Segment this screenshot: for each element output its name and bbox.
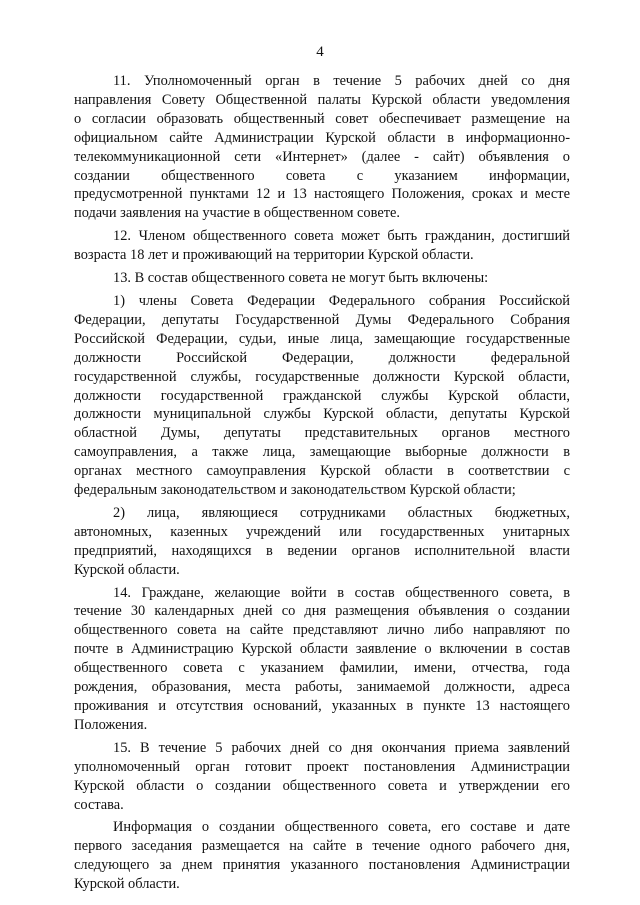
text-line: 11. Уполномоченный орган в течение 5 рабочих дней со дня	[113, 73, 570, 89]
text-line: общественного совета на сайте представляют лично либо направляют по	[74, 622, 570, 639]
text-line: 14. Граждане, желающие войти в состав общественного совета, в	[113, 584, 570, 601]
text-line: органах местного самоуправления Курской области в соответствии с	[74, 463, 570, 480]
text-line: предприятий, находящихся в ведении органов исполнительной власти	[74, 542, 570, 559]
text-line: телекоммуникационной сети «Интернет» (далее - сайт) объявления о	[74, 148, 570, 165]
paragraph-p15	[74, 739, 570, 815]
paragraph-p14	[74, 584, 570, 735]
text-line: направления Совету Общественной палаты Курской области уведомления	[74, 91, 570, 108]
text-line: о согласии образовать общественный совет обеспечивает размещение на	[74, 110, 570, 127]
text-line: первого заседания размещается на сайте в течение одного рабочего дня,	[74, 838, 570, 855]
paragraph-p-info	[74, 818, 570, 894]
text-line: 13. В состав общественного совета не могут быть включены:	[113, 270, 489, 287]
text-line: 12. Членом общественного совета может быть гражданин, достигший	[113, 228, 570, 245]
text-line: состава.	[74, 796, 124, 813]
text-line: течение 30 календарных дней со дня размещения объявления о создании	[74, 603, 570, 620]
text-line: предусмотренной пунктами 12 и 13 настоящего Положения, сроках и месте	[74, 186, 570, 203]
text-line: государственной службы, государственные должности Курской области,	[74, 368, 570, 385]
text-line: Курской области.	[74, 876, 180, 893]
text-line: проживания и отсутствия оснований, указанных в пункте 13 настоящего	[74, 698, 570, 714]
text-line: общественного совета с указанием фамилии, имени, отчества, года	[74, 660, 570, 677]
text-line: самоуправления, а также лица, замещающие выборные должности в	[74, 444, 570, 461]
text-line: должности Российской Федерации, должности федеральной	[74, 349, 570, 366]
text-line: Российской Федерации, судьи, иные лица, замещающие государственные	[74, 330, 570, 347]
document-body	[74, 72, 570, 898]
text-line: подачи заявления на участие в общественном совете.	[74, 205, 400, 222]
text-line: Курской области о создании общественного совета и утверждении его	[74, 777, 570, 794]
text-line: рождения, образования, места работы, занимаемой должности, адреса	[74, 679, 570, 696]
text-line: 15. В течение 5 рабочих дней со дня окончания приема заявлений	[113, 739, 570, 756]
text-line: должности муниципальной службы Курской области, депутаты Курской	[74, 406, 570, 423]
text-line: федеральным законодательством и законодательством Курской области;	[74, 482, 516, 499]
text-line: должности государственной гражданской службы Курской области,	[74, 387, 570, 404]
paragraph-p12	[74, 227, 570, 265]
paragraph-p13-2	[74, 504, 570, 580]
text-line: 2) лица, являющиеся сотрудниками областных бюджетных,	[113, 504, 570, 521]
text-line: Положения.	[74, 716, 148, 733]
text-line: Информация о создании общественного совета, его составе и дате	[113, 819, 570, 836]
text-line: возраста 18 лет и проживающий на территории Курской области.	[74, 247, 474, 264]
text-line: Федерации, депутаты Государственной Думы Федерального Собрания	[74, 311, 570, 328]
text-line: Курской области.	[74, 561, 180, 578]
paragraph-p13-1	[74, 292, 570, 500]
text-line: почте в Администрацию Курской области заявление о включении в состав	[74, 641, 570, 658]
text-line: областной Думы, депутаты представительных органов местного	[74, 425, 570, 442]
text-line: создании общественного совета с указанием информации,	[74, 167, 570, 184]
text-line: уполномоченный орган готовит проект постановления Администрации	[74, 758, 570, 775]
paragraph-p11	[74, 72, 570, 223]
text-line: 1) члены Совета Федерации Федерального собрания Российской	[113, 292, 570, 309]
text-line: официальном сайте Администрации Курской области в информационно-	[74, 129, 570, 146]
page-number: 4	[316, 44, 324, 60]
paragraph-p13	[74, 269, 570, 288]
text-line: автономных, казенных учреждений или государственных унитарных	[74, 523, 570, 540]
text-line: следующего за днем принятия указанного постановления Администрации	[74, 857, 570, 874]
